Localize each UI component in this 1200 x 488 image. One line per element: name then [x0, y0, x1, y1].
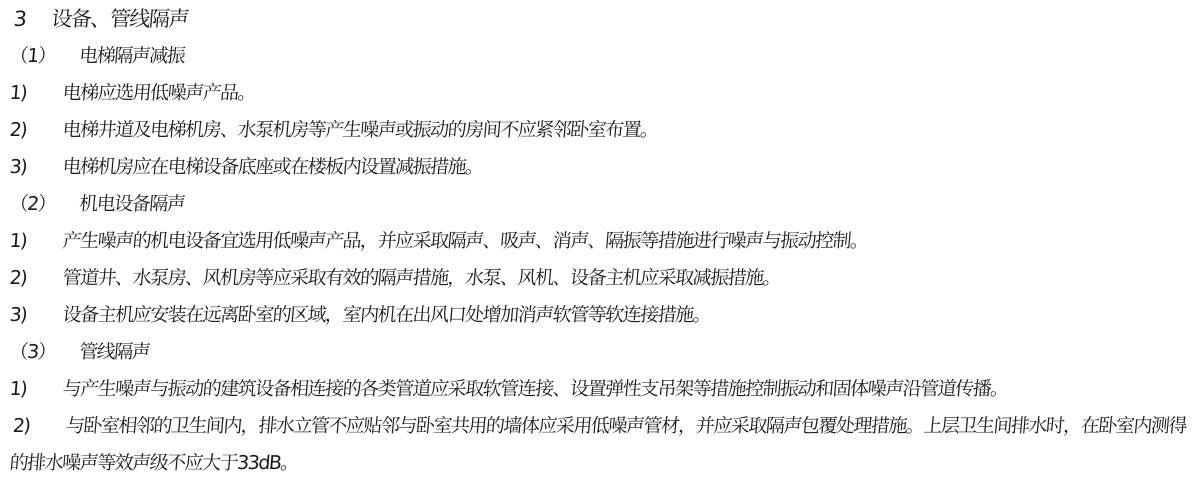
subsection-heading [8, 38, 1197, 75]
chapter-number: 3 [12, 7, 27, 31]
clause-item [8, 112, 1197, 149]
clause-item [8, 149, 1197, 186]
chapter-title [8, 1, 1197, 38]
subsection-heading-text: 机电设备隔声 [78, 193, 186, 215]
subsection-marker: （1） [8, 45, 57, 67]
clause-text: 管道井、水泵房、风机房等应采取有效的隔声措施，水泵、风机、设备主机应采取减振措施。 [61, 267, 782, 289]
clause-item [8, 371, 1197, 408]
clause-item [8, 408, 1200, 482]
clause-text: 电梯应选用低噪声产品。 [61, 82, 257, 104]
clause-text: 与产生噪声与振动的建筑设备相连接的各类管道应采取软管连接、设置弹性支吊架等措施控制振动和固体噪声沿管道传播。 [61, 378, 1009, 400]
subsection-heading-text: 电梯隔声减振 [78, 45, 186, 67]
clause-item [8, 297, 1197, 334]
clause-marker: 1) [8, 82, 28, 104]
clause-marker: 2) [8, 119, 28, 141]
clause-item [8, 75, 1197, 112]
chapter-title-text: 设备、管线隔声 [50, 7, 190, 31]
clause-text: 与卧室相邻的卫生间内，排水立管不应贴邻与卧室共用的墙体应采用低噪声管材，并应采取隔声包覆处理措施。上层卫生间排水时，在卧室内测得的排水噪声等效声级不应大于33dB。 [8, 415, 1187, 474]
clause-text: 产生噪声的机电设备宜选用低噪声产品，并应采取隔声、吸声、消声、隔振等措施进行噪声与振动控制。 [61, 230, 869, 252]
clause-marker: 3) [8, 304, 28, 326]
clause-item [8, 223, 1197, 260]
clause-marker: 1) [8, 230, 28, 252]
clause-item [8, 260, 1197, 297]
clause-text: 电梯机房应在电梯设备底座或在楼板内设置减振措施。 [61, 156, 484, 178]
clause-marker: 3) [8, 156, 28, 178]
clause-marker: 2) [11, 415, 31, 437]
clause-text: 电梯井道及电梯机房、水泵机房等产生噪声或振动的房间不应紧邻卧室布置。 [61, 119, 659, 141]
subsection-marker: （2） [8, 193, 57, 215]
subsection-heading [8, 186, 1197, 223]
clause-marker: 1) [8, 378, 28, 400]
subsection-marker: （3） [8, 341, 57, 363]
subsection-heading-text: 管线隔声 [78, 341, 151, 363]
clause-marker: 2) [8, 267, 28, 289]
subsection-heading [8, 334, 1197, 371]
clause-text: 设备主机应安装在远离卧室的区域，室内机在出风口处增加消声软管等软连接措施。 [61, 304, 712, 326]
